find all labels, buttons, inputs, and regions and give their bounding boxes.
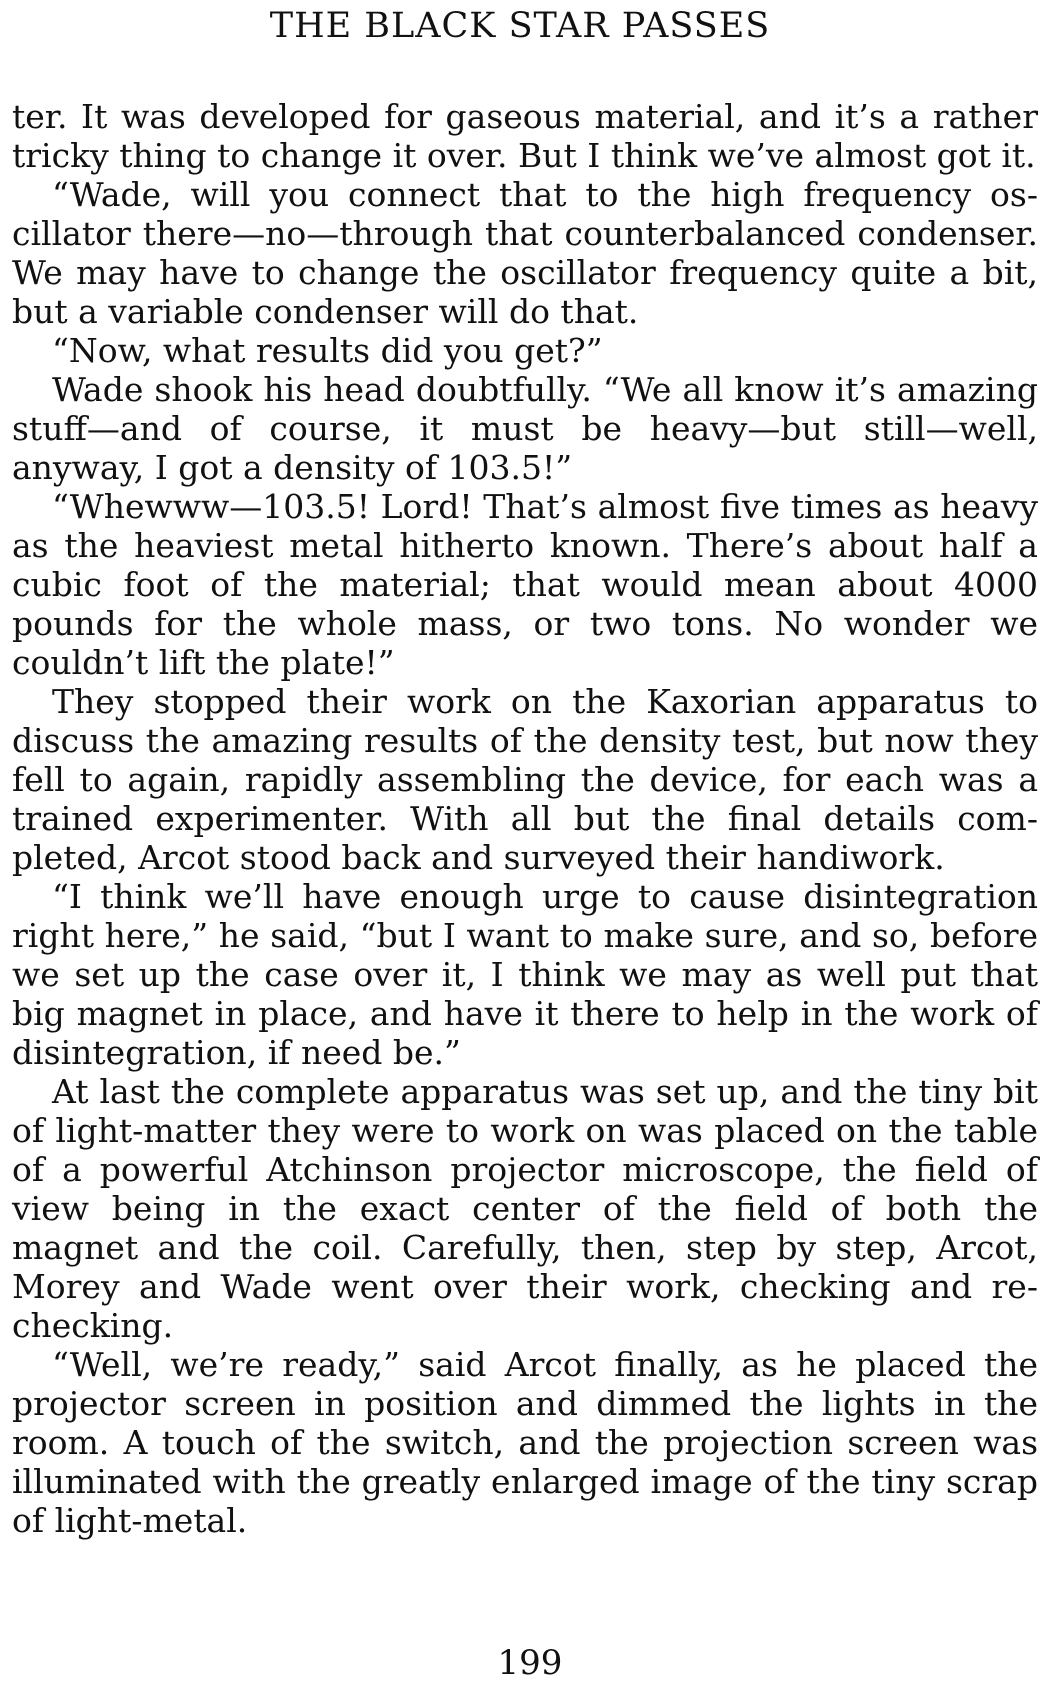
paragraph: At last the complete apparatus was set up, and the tiny bit of light-matter they were to work on was placed on the table of a powerful Atchinson projector microscope, the field of view being in the exact center of the field of both the magnet and the coil. Carefully, then, step by step, Arcot, Morey and Wade went over their work, checking and rechecking. bbox=[12, 1072, 1038, 1345]
paragraph: “Wade, will you connect that to the high frequency oscillator there—no—through that counterbalanced condenser. We may have to change the oscillator frequency quite a bit, but a variable condenser will do that. bbox=[12, 175, 1038, 331]
paragraph-continued: ter. It was developed for gaseous material, and it’s a rather tricky thing to change it over. But I think we’ve almost got it. bbox=[12, 97, 1038, 175]
paragraph: “Whewww—103.5! Lord! That’s almost five times as heavy as the heaviest metal hitherto known. There’s about half a cubic foot of the material; that would mean about 4000 pounds for the whole mass, or two tons. No wonder we couldn’t lift the plate!” bbox=[12, 487, 1038, 682]
paragraph: Wade shook his head doubtfully. “We all know it’s amazing stuff—and of course, it must be heavy—but still—well, anyway, I got a density of 103.5!” bbox=[12, 370, 1038, 487]
running-head: THE BLACK STAR PASSES bbox=[269, 6, 771, 46]
paragraph: They stopped their work on the Kaxorian apparatus to discuss the amazing results of the density test, but now they fell to again, rapidly assembling the device, for each was a trained experimenter. With all but the final details completed, Arcot stood back and surveyed their handiwork. bbox=[12, 682, 1038, 877]
body-text bbox=[12, 97, 1038, 1540]
paragraph: “I think we’ll have enough urge to cause disintegration right here,” he said, “but I want to make sure, and so, before we set up the case over it, I think we may as well put that big magnet in place, and have it there to help in the work of disintegration, if need be.” bbox=[12, 877, 1038, 1072]
page-number: 199 bbox=[497, 1643, 563, 1683]
paragraph: “Well, we’re ready,” said Arcot finally, as he placed the projector screen in position and dimmed the lights in the room. A touch of the switch, and the projection screen was illuminated with the greatly enlarged image of the tiny scrap of light-metal. bbox=[12, 1345, 1038, 1540]
paragraph: “Now, what results did you get?” bbox=[52, 331, 603, 370]
